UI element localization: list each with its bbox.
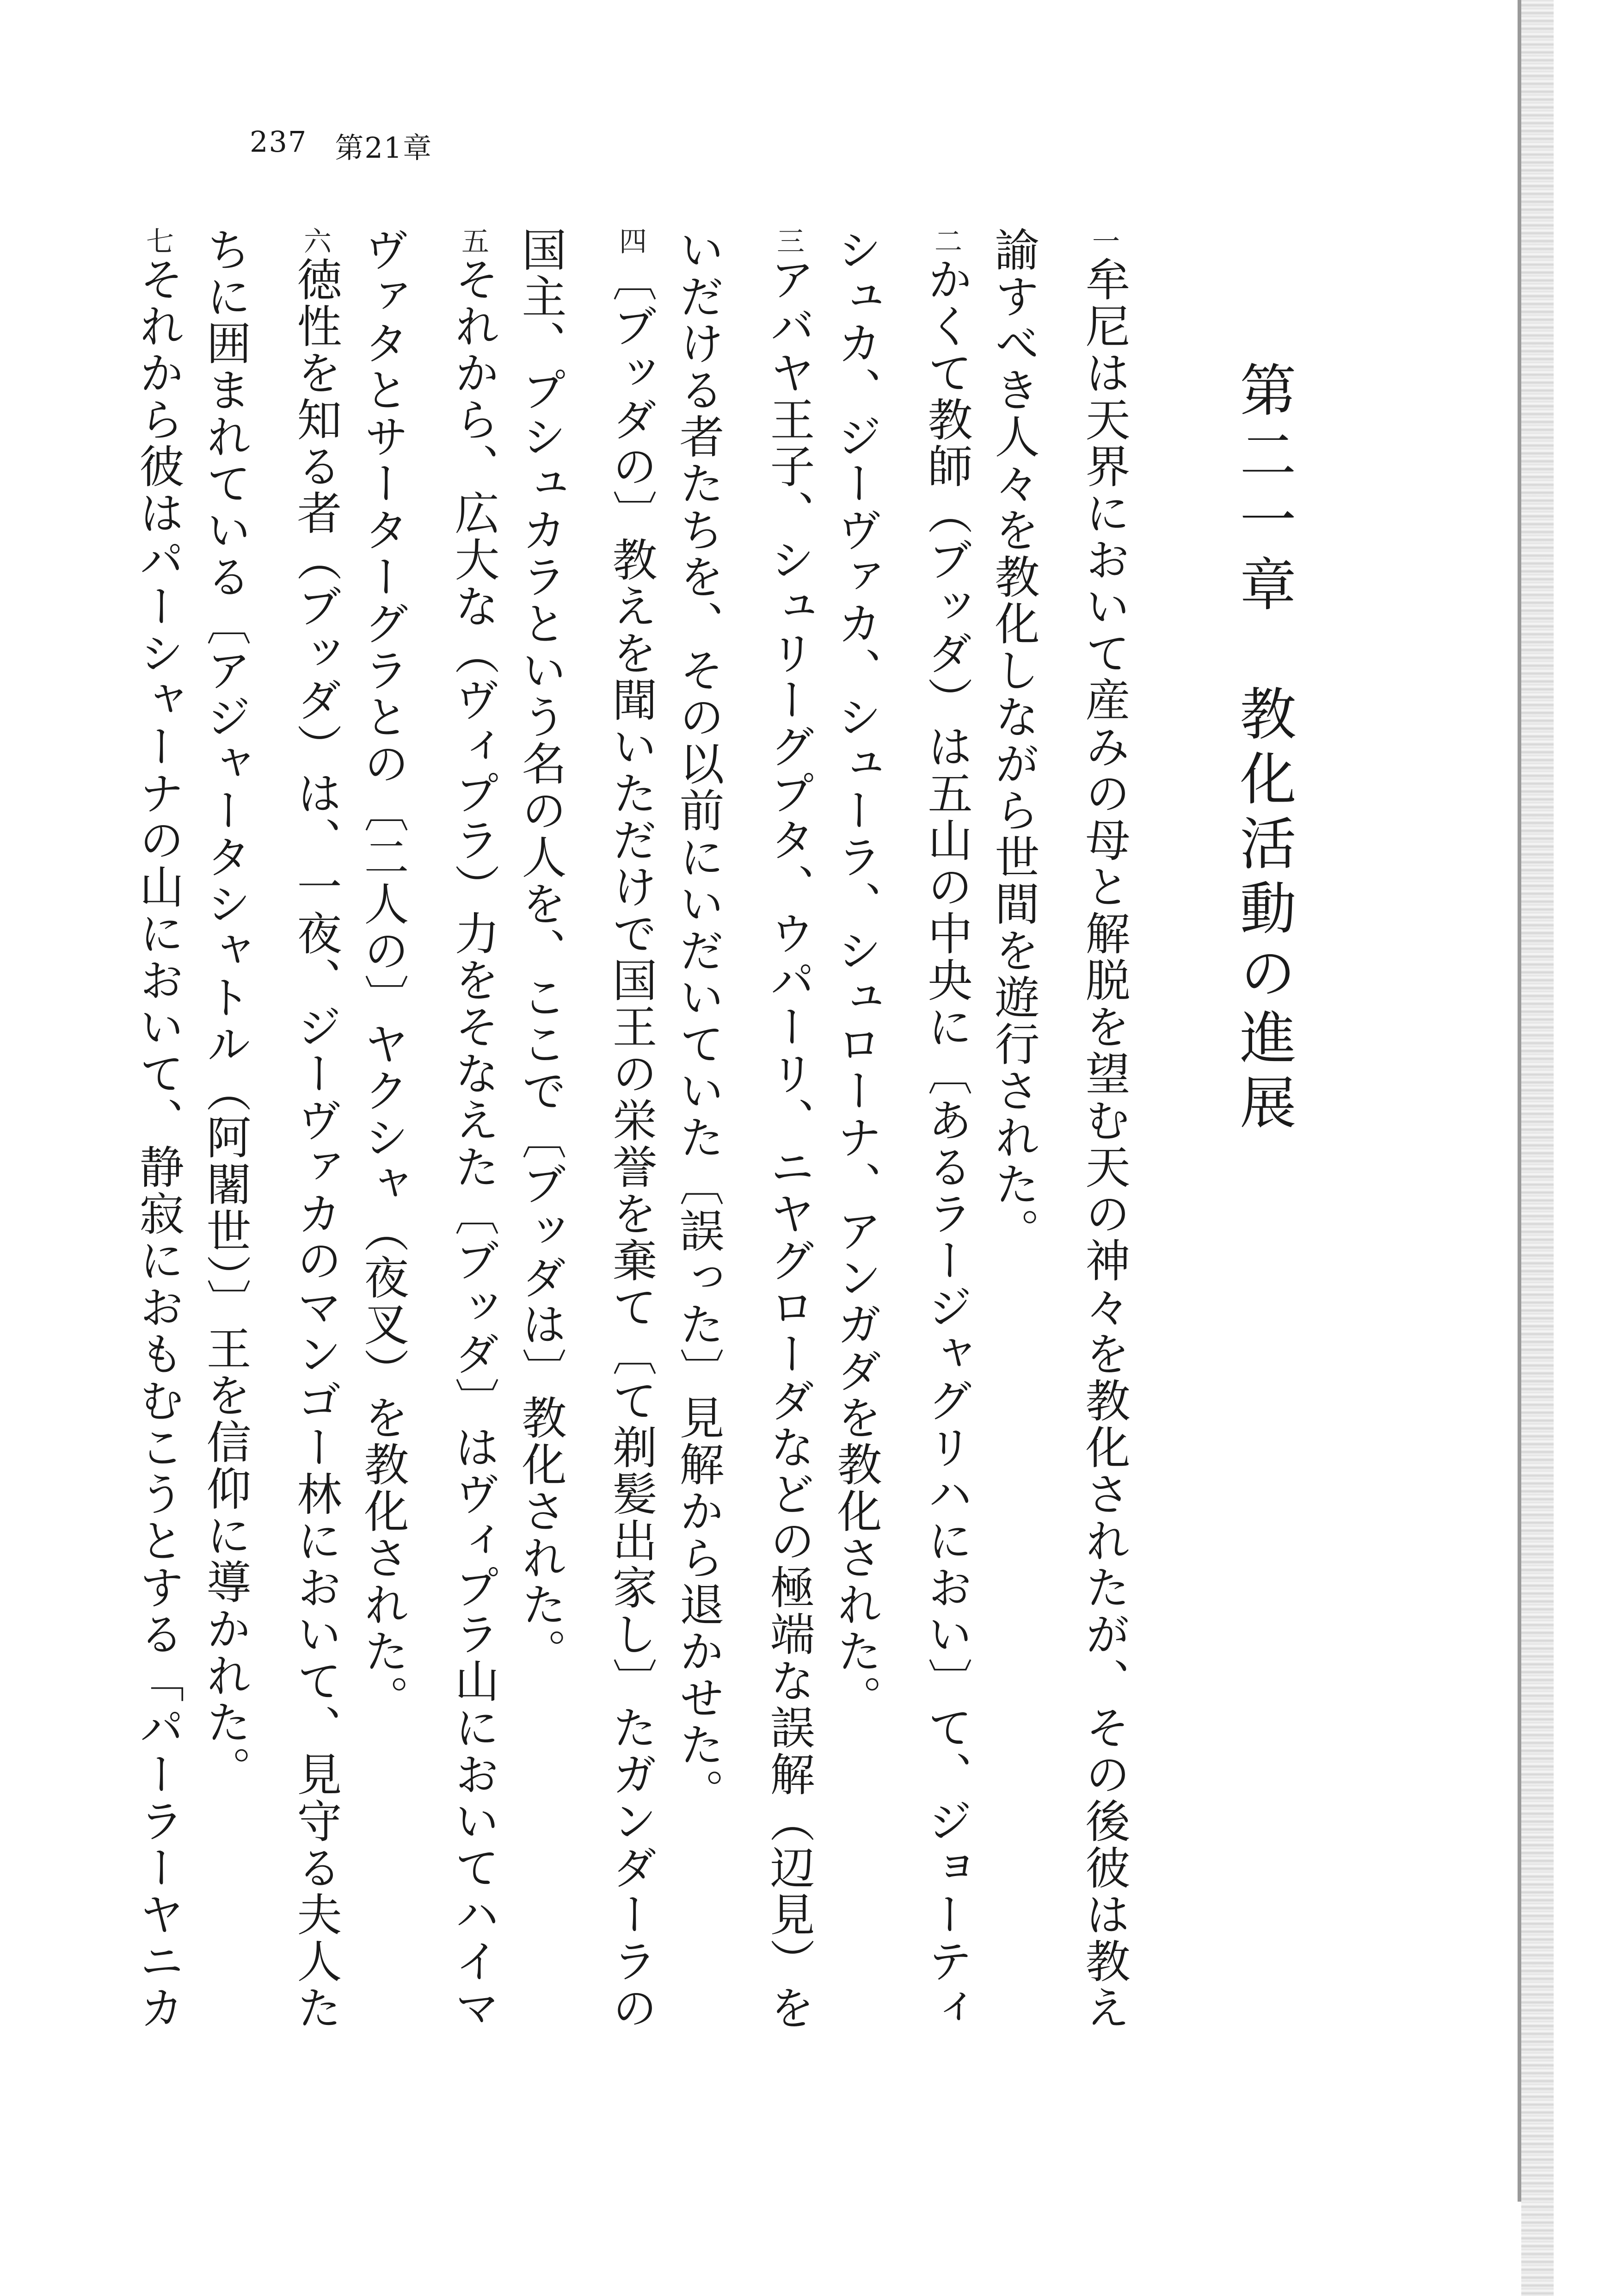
verse-5 [349, 227, 507, 2068]
verse-number: 四 [615, 227, 647, 256]
page-number: 237 [250, 125, 307, 159]
verse-4 [507, 227, 664, 2068]
verse-text: それから彼はパーシャーナの山において、静寂におもむこうとする「パーラーヤニカ [132, 256, 184, 2031]
running-header [250, 125, 432, 166]
verse-number: 一 [1088, 227, 1120, 256]
verse-1 [980, 227, 1137, 2068]
verse-text: アバヤ王子、シュリーグプタ、ウパーリ、ニヤグローダなどの極端な誤解（辺見）をいだける者たちを、その以前にいだいていた〔誤った〕見解から退かせた。 [672, 227, 815, 2031]
verse-6 [191, 227, 349, 2068]
verse-3 [664, 227, 822, 2068]
scanned-edge [1521, 0, 1554, 2296]
verse-7 [101, 227, 191, 2068]
running-head-chapter: 第21章 [335, 131, 433, 165]
verse-number: 七 [141, 227, 174, 256]
verse-text: かくて教師（ブッダ）は五山の中央に〔あるラージャグリハにおい〕て、ジョーティシュカ、ジーヴァカ、シューラ、シュローナ、アンガダを教化された。 [830, 227, 972, 2031]
chapter-title-block [1230, 361, 1304, 1138]
verse-text: 牟尼は天界において産みの母と解脱を望む天の神々を教化されたが、その後彼は教え諭すべき人々を教化しながら世間を遊行された。 [987, 227, 1130, 2031]
page-edge-line [1518, 0, 1521, 2202]
verse-text: それから、広大な（ヴィプラ）力をそなえた〔ブッダ〕はヴィプラ山においてハイマヴァタとサーターグラとの〔二人の〕ヤクシャ（夜叉）を教化された。 [357, 227, 499, 2031]
verse-text: 〔ブッダの〕教えを聞いただけで国王の栄誉を棄て〔て剃髪出家し〕たガンダーラの国主、プシュカラという名の人を、ここで〔ブッダは〕教化された。 [514, 227, 657, 2031]
verse-number: 六 [299, 227, 332, 256]
chapter-title: 教化活動の進展 [1230, 685, 1296, 1138]
verse-number: 二 [930, 227, 962, 256]
verse-number: 五 [457, 227, 489, 256]
verse-text: 徳性を知る者（ブッダ）は、一夜、ジーヴァカのマンゴー林において、見守る夫人たちに囲まれている〔アジャータシャトル（阿闍世）〕王を信仰に導かれた。 [199, 227, 342, 2031]
chapter-number: 第二一章 [1230, 361, 1296, 620]
verse-number: 三 [772, 227, 805, 256]
title-spacer [1230, 620, 1296, 685]
verse-body [132, 227, 1137, 2068]
verse-2 [822, 227, 980, 2068]
